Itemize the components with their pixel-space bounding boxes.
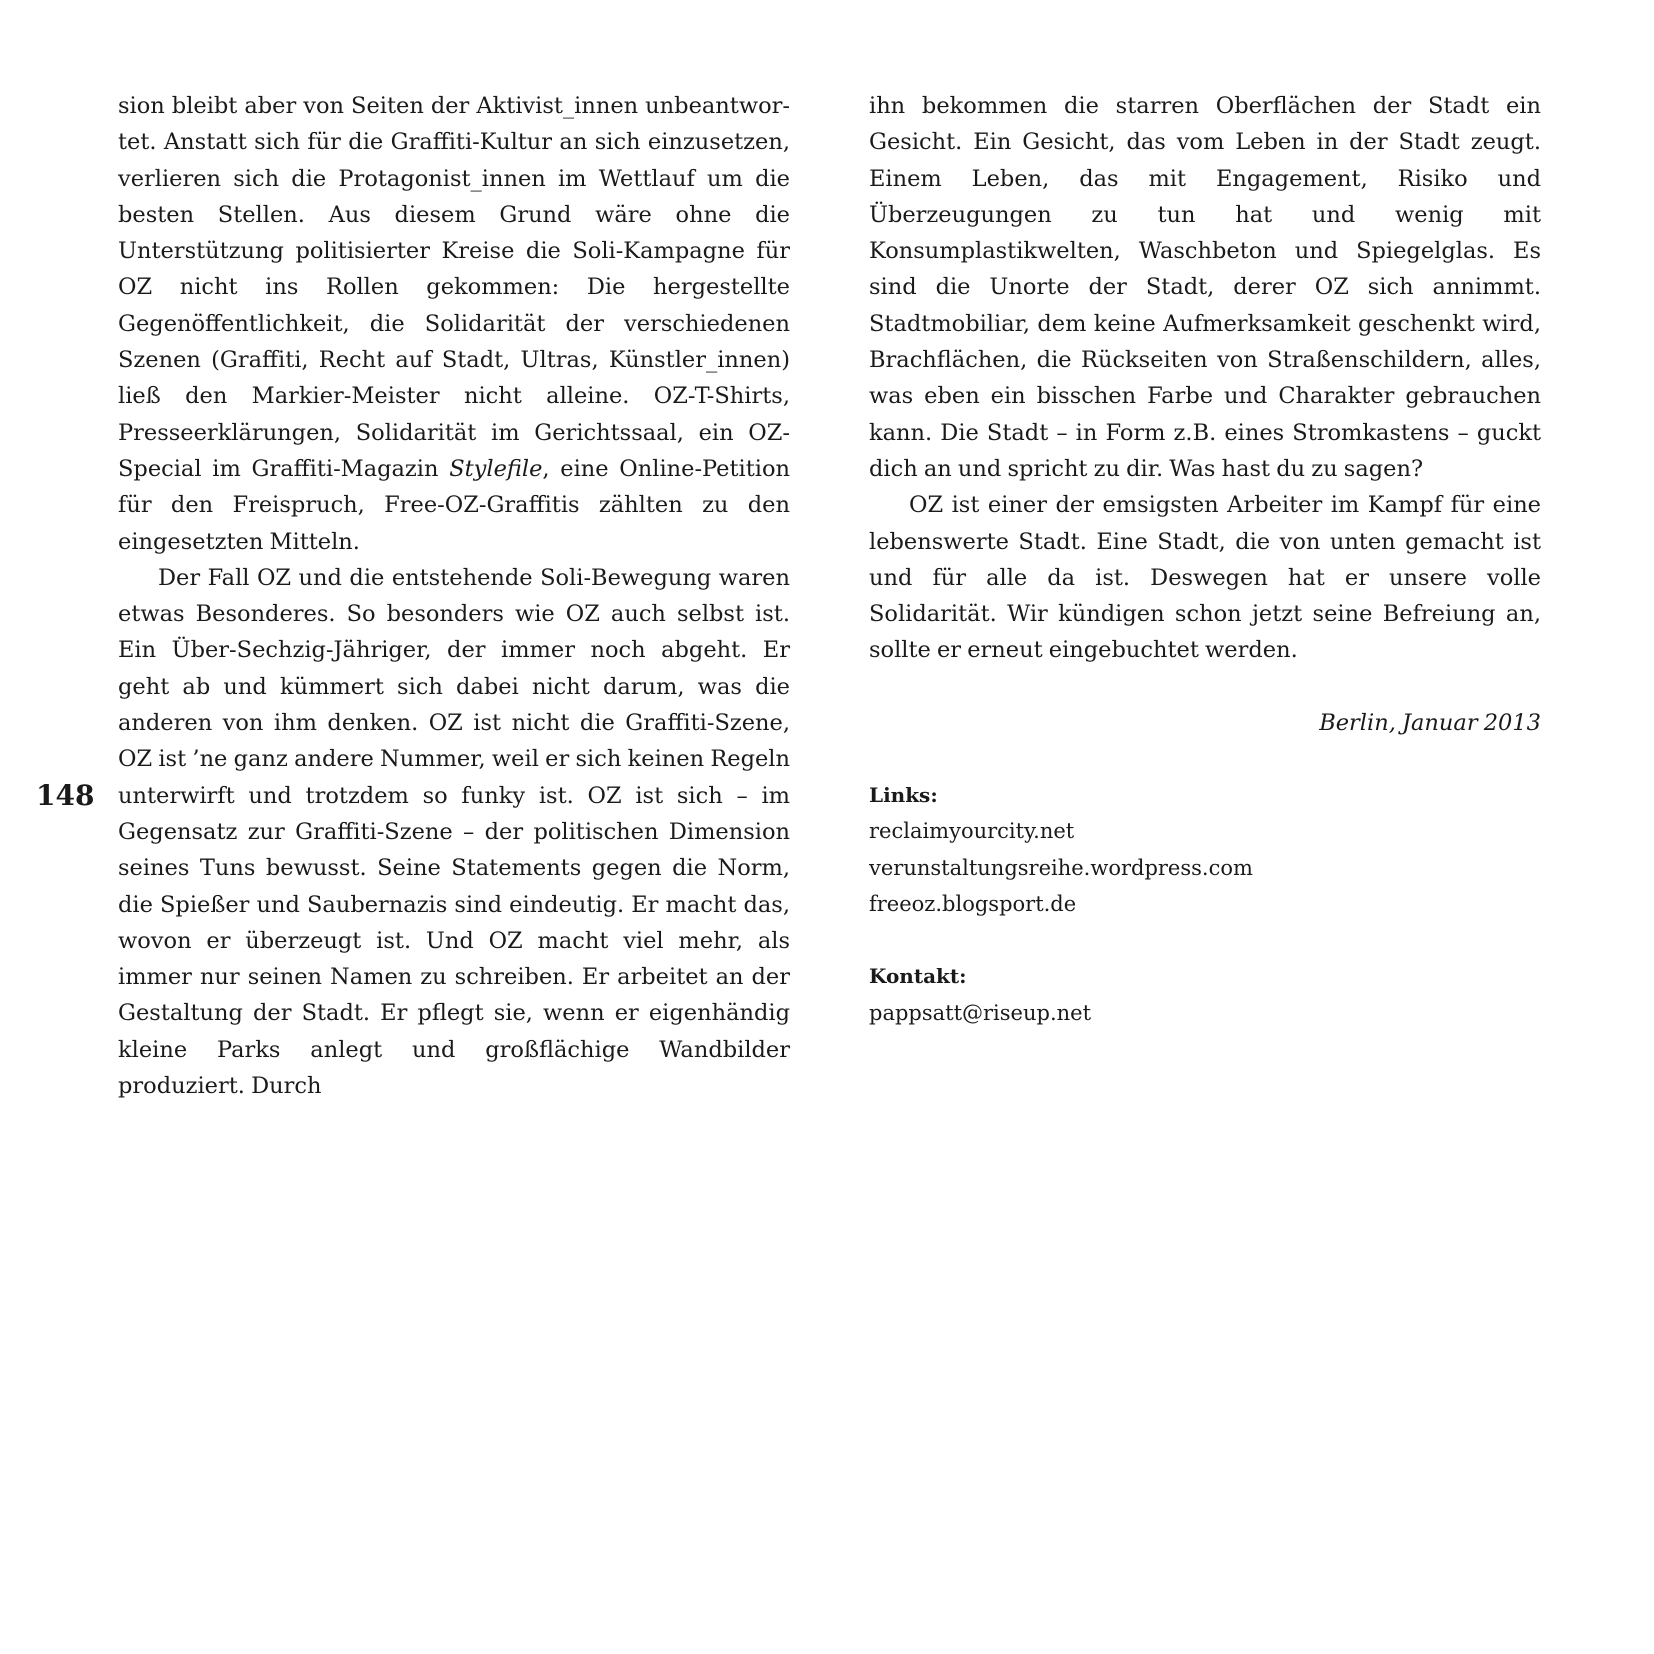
page-number: 148: [36, 779, 95, 812]
paragraph-text: sion bleibt aber von Seiten der Aktivist_innen unbeantwortet. Anstatt sich für die Graffiti-Kultur an sich einzusetzen, verlieren sich die Protagonist_innen im Wettlauf um die besten Stellen. Aus diesem Grund wäre ohne die Unterstützung politisierter Kreise die Soli-Kampagne für OZ nicht ins Rollen gekommen: Die hergestellte Gegenöffentlichkeit, die Solidarität der verschiedenen Szenen (Graffiti, Recht auf Stadt, Ultras, Künstler_innen) ließ den Markier-Meister nicht alleine. OZ-T-Shirts, Presseerklärungen, Solidarität im Gerichtssaal, ein OZ-Special im Graffiti-Magazin: [118, 93, 790, 482]
dateline: Berlin, Januar 2013: [1319, 709, 1541, 736]
links-heading: Links:: [869, 783, 938, 808]
left-column: [118, 88, 790, 1104]
paragraph-text: , eine Online-Petition für den Freispruch, Free-OZ-Graffitis zählten zu den eingesetzten Mitteln.: [118, 455, 790, 555]
paragraph: Der Fall OZ und die entstehende Soli-Bewegung waren etwas Besonderes. So besonders wie OZ auch selbst ist. Ein Über-Sechzig-Jähriger, der immer noch abgeht. Er geht ab und kümmert sich dabei nicht darum, was die anderen von ihm denken. OZ ist nicht die Graffiti-Szene, OZ ist ’ne ganz andere Nummer, weil er sich keinen Regeln unterwirft und trotzdem so funky ist. OZ ist sich – im Gegensatz zur Graffiti-Szene – der politischen Dimension seines Tuns bewusst. Seine Statements gegen die Norm, die Spießer und Saubernazis sind eindeutig. Er macht das, wovon er überzeugt ist. Und OZ macht viel mehr, als immer nur seinen Namen zu schreiben. Er arbeitet an der Gestaltung der Stadt. Er pflegt sie, wenn er eigenhändig kleine Parks anlegt und großflächige Wandbilder produziert. Durch: [118, 564, 790, 1100]
contact-email[interactable]: pappsatt@riseup.net: [869, 1000, 1092, 1025]
paragraph: OZ ist einer der emsigsten Arbeiter im Kampf für eine lebenswerte Stadt. Eine Stadt, die von unten gemacht ist und für alle da ist. Deswegen hat er unsere volle Solidarität. Wir kündigen schon jetzt seine Befreiung an, sollte er erneut eingebuchtet werden.: [869, 492, 1541, 664]
right-column: [869, 88, 1541, 1031]
magazine-title: Stylefile: [449, 455, 543, 482]
contact-heading: Kontakt:: [869, 964, 967, 989]
paragraph: ihn bekommen die starren Oberflächen der Stadt ein Gesicht. Ein Gesicht, das vom Leben in der Stadt zeugt. Einem Leben, das mit Engagement, Risiko und Überzeugungen zu tun hat und wenig mit Konsumplastikwelten, Waschbeton und Spiegelglas. Es sind die Unorte der Stadt, derer OZ sich annimmt. Stadtmobiliar, dem keine Aufmerksamkeit geschenkt wird, Brachflächen, die Rückseiten von Straßenschildern, alles, was eben ein bisschen Farbe und Charakter gebrauchen kann. Die Stadt – in Form z.B. eines Stromkastens – guckt dich an und spricht zu dir. Was hast du zu sagen?: [869, 93, 1541, 482]
link-reclaimyourcity[interactable]: reclaimyourcity.net: [869, 819, 1075, 844]
link-freeoz[interactable]: freeoz.blogsport.de: [869, 891, 1077, 916]
paragraph: [118, 88, 790, 560]
link-verunstaltungsreihe[interactable]: verunstaltungsreihe.wordpress.com: [869, 855, 1253, 880]
